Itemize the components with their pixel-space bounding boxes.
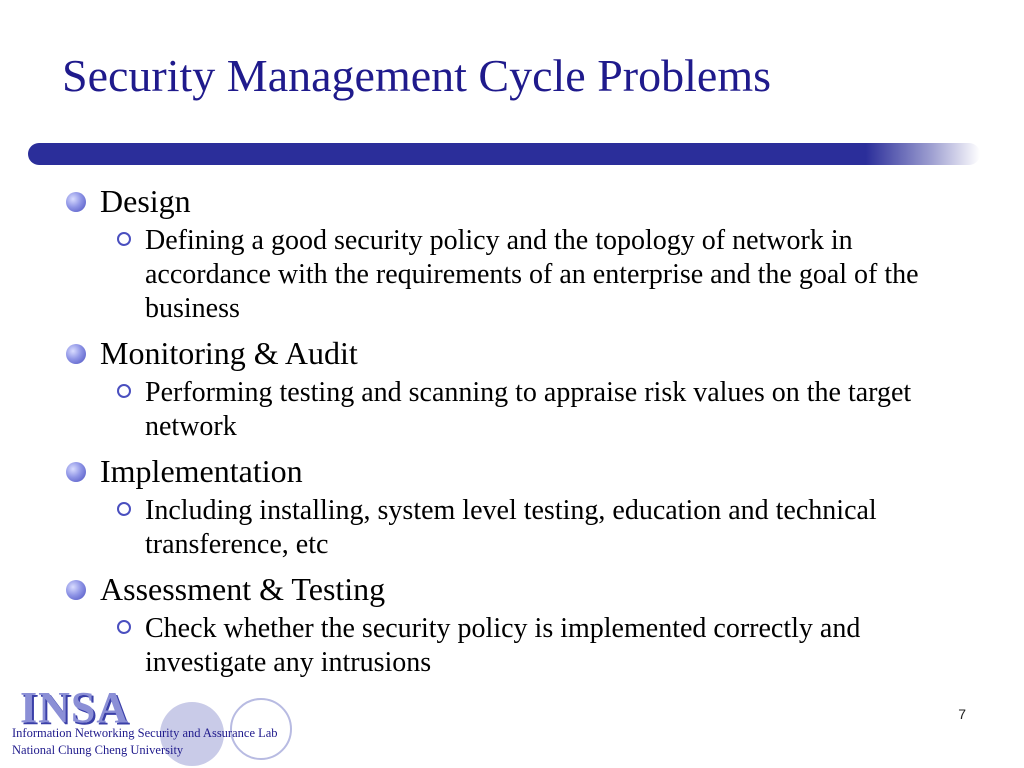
page-number: 7: [958, 706, 966, 722]
sub-bullet: [100, 612, 966, 680]
sub-bullet-text: Check whether the security policy is implemented correctly and investigate any intrusions: [145, 613, 861, 678]
hollow-circle-bullet-icon: [117, 384, 131, 398]
sub-bullet: [100, 376, 966, 444]
slide-title: Security Management Cycle Problems: [62, 50, 772, 101]
filled-circle-bullet-icon: [66, 462, 86, 482]
topic-heading: Monitoring & Audit: [100, 335, 358, 371]
sub-bullet: [100, 494, 966, 562]
topic-assessment-testing: [66, 570, 966, 680]
hollow-circle-bullet-icon: [117, 620, 131, 634]
topic-implementation: [66, 452, 966, 562]
topic-design: [66, 182, 966, 326]
sub-bullet-text: Including installing, system level testing, education and technical transference, etc: [145, 495, 877, 560]
topic-heading: Assessment & Testing: [100, 571, 386, 607]
sub-bullet-text: Defining a good security policy and the topology of network in accordance with the requirements of an enterprise and the goal of the business: [145, 225, 919, 324]
topic-monitoring-audit: [66, 334, 966, 444]
sub-bullet-text: Performing testing and scanning to appraise risk values on the target network: [145, 377, 912, 442]
filled-circle-bullet-icon: [66, 192, 86, 212]
insa-logo: [12, 682, 342, 768]
topic-heading: Design: [100, 183, 191, 219]
university-name: National Chung Cheng University: [12, 743, 184, 757]
lab-name: Information Networking Security and Assurance Lab: [12, 726, 278, 740]
sub-bullet: [100, 224, 966, 326]
topic-heading: Implementation: [100, 453, 303, 489]
title-underline-bar: [28, 143, 980, 165]
hollow-circle-bullet-icon: [117, 502, 131, 516]
bullet-list: [66, 182, 966, 688]
filled-circle-bullet-icon: [66, 580, 86, 600]
hollow-circle-bullet-icon: [117, 232, 131, 246]
logo-wordmark: INSA: [20, 683, 130, 732]
filled-circle-bullet-icon: [66, 344, 86, 364]
